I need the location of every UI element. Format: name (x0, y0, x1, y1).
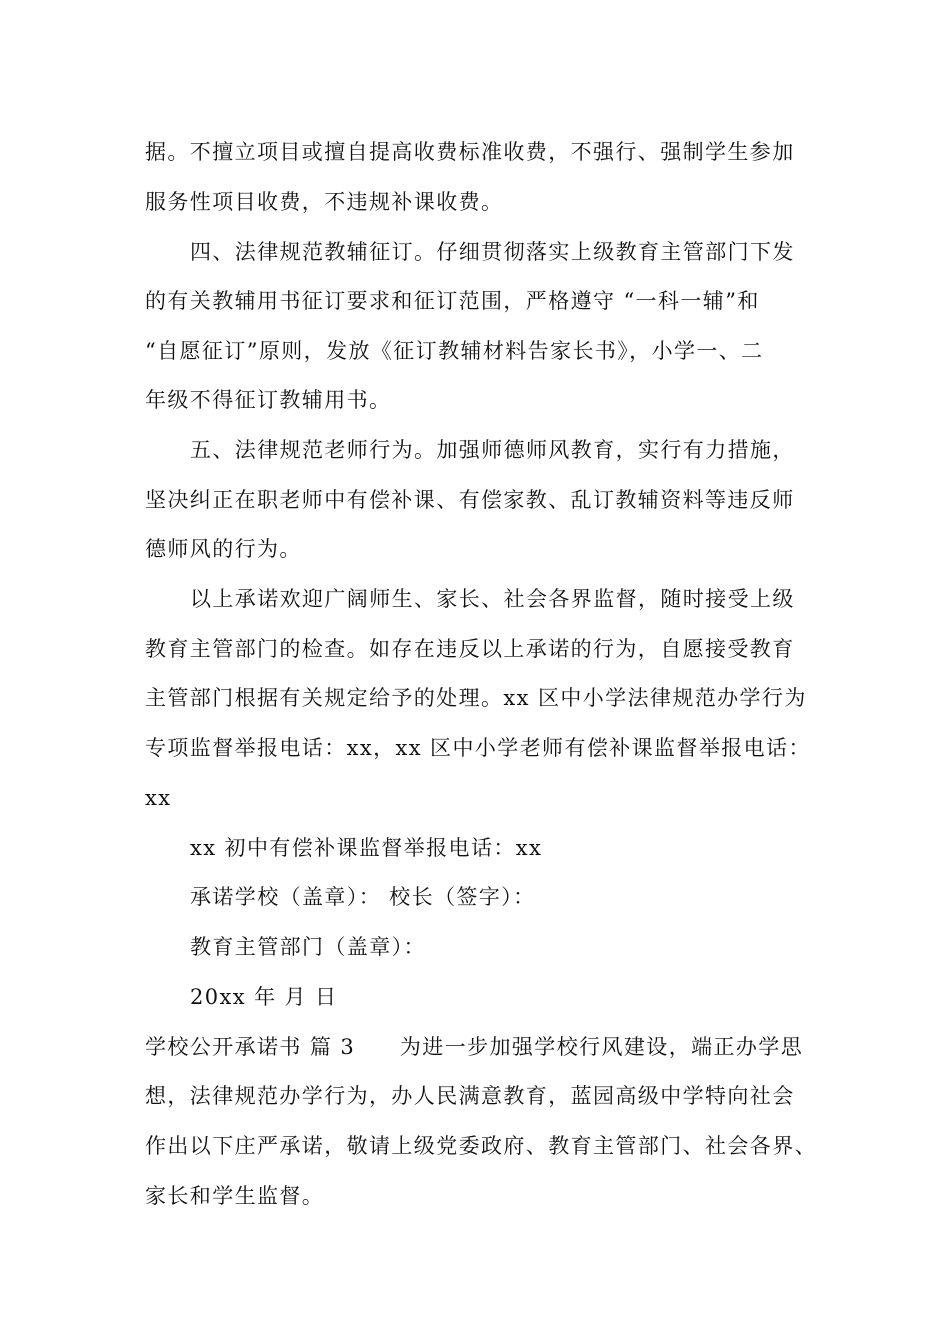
text-line: 年级不得征订教辅用书。 (145, 388, 392, 412)
section-heading-line: 学校公开承诺书 篇 3 为进一步加强学校行风建设，端正办学思 (145, 1035, 804, 1059)
text-line: xx (145, 786, 172, 810)
text-line: 家长和学生监督。 (145, 1184, 325, 1208)
text-line: 以上承诺欢迎广阔师生、家长、社会各界监督，随时接受上级 (190, 587, 795, 611)
text-line: “自愿征订”原则，发放《征订教辅材料告家长书》，小学一、二 (145, 339, 764, 363)
text-line: 德师风的行为。 (145, 537, 302, 561)
text-line: xx 初中有偿补课监督举报电话：xx (190, 836, 543, 860)
text-line: 服务性项目收费，不违规补课收费。 (145, 190, 504, 214)
text-line: 主管部门根据有关规定给予的处理。xx 区中小学法律规范办学行为 (145, 686, 807, 710)
text-line: 作出以下庄严承诺，敬请上级党委政府、教育主管部门、社会各界、 (145, 1134, 817, 1158)
date-line: 20xx 年 月 日 (190, 985, 338, 1009)
text-line: 五、法律规范老师行为。加强师德师风教育，实行有力措施， (190, 438, 795, 462)
text-line: 专项监督举报电话：xx，xx 区中小学老师有偿补课监督举报电话： (145, 736, 811, 760)
signature-line: 承诺学校（盖章）： 校长（签字）： (190, 885, 536, 909)
text-line: 坚决纠正在职老师中有偿补课、有偿家教、乱订教辅资料等违反师 (145, 488, 795, 512)
text-line: 据。不擅立项目或擅自提高收费标准收费，不强行、强制学生参加 (145, 140, 795, 164)
text-line: 想，法律规范办学行为，办人民满意教育，蓝园高级中学特向社会 (145, 1084, 795, 1108)
text-line: 教育主管部门的检查。如存在违反以上承诺的行为，自愿接受教育 (145, 637, 795, 661)
signature-line: 教育主管部门（盖章）： (190, 935, 426, 959)
text-line: 四、法律规范教辅征订。仔细贯彻落实上级教育主管部门下发 (190, 240, 795, 264)
text-line: 的有关教辅用书征订要求和征订范围，严格遵守 “一科一辅”和 (145, 289, 760, 313)
